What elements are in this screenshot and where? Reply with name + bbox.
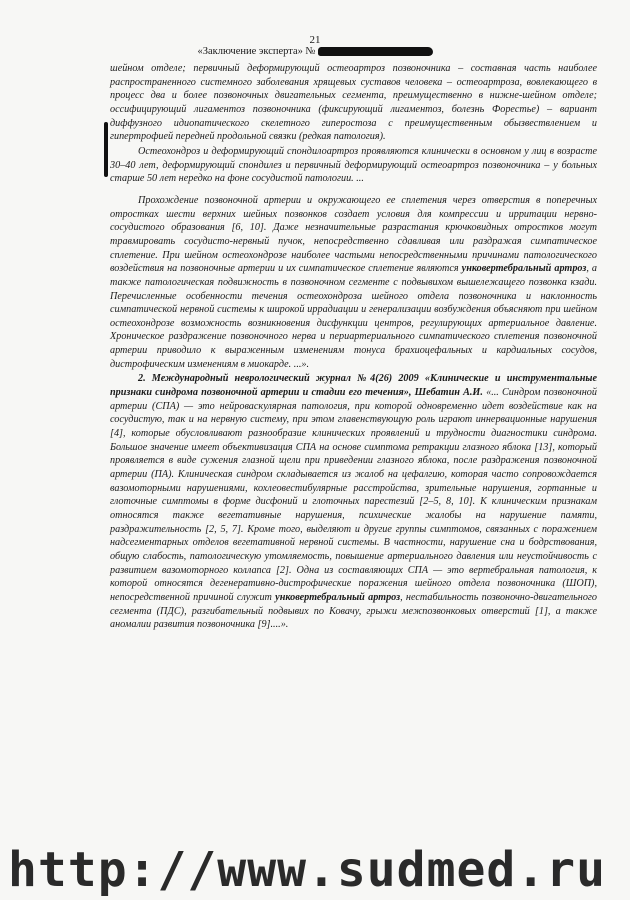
paragraph-4: 2. Международный неврологический журнал №4(26) 2009 «Клинические и инструментальные признаки синдрома позвоночной артерии и стадии его течения», Шебатин А.И. «... Синдром позвоночной артерии (СПА) — это нейроваскулярная патология, при которой одновременно идет воздействие как на сосудистую, так и на нервную систему, при этом главенствующую роль играют иннервационные нарушения [4], которые обусловливают разнообразие клинических проявлений и трудности диагностики синдрома. Большое значение имеет объективизация СПА на основе симптома ретракции глазного яблока [13], который проявляется в виде сужения глазной щели при приведении глазного яблока, после раздражения позвоночной артерии (ПА). Клиническая синдром складывается из жалоб на цефалгию, которая часто сопровождается вазомоторными нарушениями, кохлеовестибулярные расстройства, зрительные нарушения, гортанные и глоточные симптомы в форме дисфоний и глоточных парестезий [2–5, 8, 10]. К клиническим признакам относятся также вегетативные нарушения, психические жалобы на нарушение памяти, раздражительность [2, 5, 7]. Кроме того, выделяют и другие группы симптомов, связанных с поражением надсегментарных отделов вегетативной нервной системы. В частности, нарушение сна и бодрствования, общую слабость, патологическую утомляемость, повышение артериального давления или неустойчивость с развитием вазомоторного коллапса [2]. Одна из составляющих СПА — это вертебральная патология, к которой относятся дегенеративно-дистрофические поражения шейного отдела позвоночника (ШОП), непосредственной причиной служит унковертебральный артроз, нестабильность позвоночно-двигательного сегмента (ПДС), разгибательный подвывих по Ковачу, грыжи межпозвонковых отверстий [1], а также аномалии развития позвоночника [9]....». [110,373,597,631]
site-watermark: http://www.sudmed.ru [8,842,606,898]
document-body [110,62,597,632]
bold-term: унковертебральный артроз [275,591,401,603]
redaction-bar [318,47,433,56]
scan-smudge [104,122,108,177]
page-number: 21 [309,34,321,46]
paragraph-2: Остеохондроз и деформирующий спондилоартроз проявляются клинически в основном у лиц в возрасте 30–40 лет, деформирующий спондилез и первичный деформирующий остеоартроз позвоночника – у больных старше 50 лет нередко на фоне сосудистой патологии. ... [110,145,597,185]
header-title: «Заключение эксперта» № [197,46,316,57]
paragraph-3: Прохождение позвоночной артерии и окружающего ее сплетения через отверстия в поперечных отростках шести верхних шейных позвонков создает условия для компрессии и ирритации нервно-сосудистого образования [6, 10]. Даже незначительные разрастания крючковидных отростков могут травмировать сосудисто-нервный пучок, непосредственно сдавливая или раздражая симпатическое сплетение. При шейном остеохондрозе наиболее частыми непосредственными причинами патологического воздействия на позвоночные артерии и их симпатическое сплетение являются унковертебральный артроз, а также патологическая подвижность в позвоночном сегменте с подвывихом вышележащего позвонка кзади. Перечисленные особенности течения остеохондроза шейного отдела позвоночника и наклонность симпатической нервной системы к широкой иррадиации и генерализации возбуждения объясняют при шейном остеохондрозе возможность возникновения дисфункции центров, регулирующих артериальное давление. Хроническое раздражение позвоночного нерва и периартериального симпатического сплетения позвоночной артерии приводило к выраженным изменениям тонуса брахиоцефальных и кардиальных сосудов, дистрофическим изменениям в миокарде. ...». [110,194,597,370]
bold-term: унковертебральный артроз [461,263,587,275]
citation-title: 2. Международный неврологический журнал №4(26) 2009 «Клинические и инструментальные признаки синдрома позвоночной артерии и стадии его течения», Шебатин А.И. [110,373,597,399]
page-header [0,34,630,57]
paragraph-1: шейном отделе; первичный деформирующий остеоартроз позвоночника – составная часть наиболее распространенного системного заболевания хрящевых суставов человека – остеоартроза, вовлекающего в процесс два и более позвоночных двигательных сегмента, преимущественно в нижне-шейном отделе; оссифицирующий лигаментоз позвоночника (фиксирующий лигаментоз, болезнь Форестье) – вариант диффузного идиопатического скелетного гиперостоза с преимущественным обызвествлением и гипертрофией передней продольной связки (редкая патология). [110,63,597,143]
